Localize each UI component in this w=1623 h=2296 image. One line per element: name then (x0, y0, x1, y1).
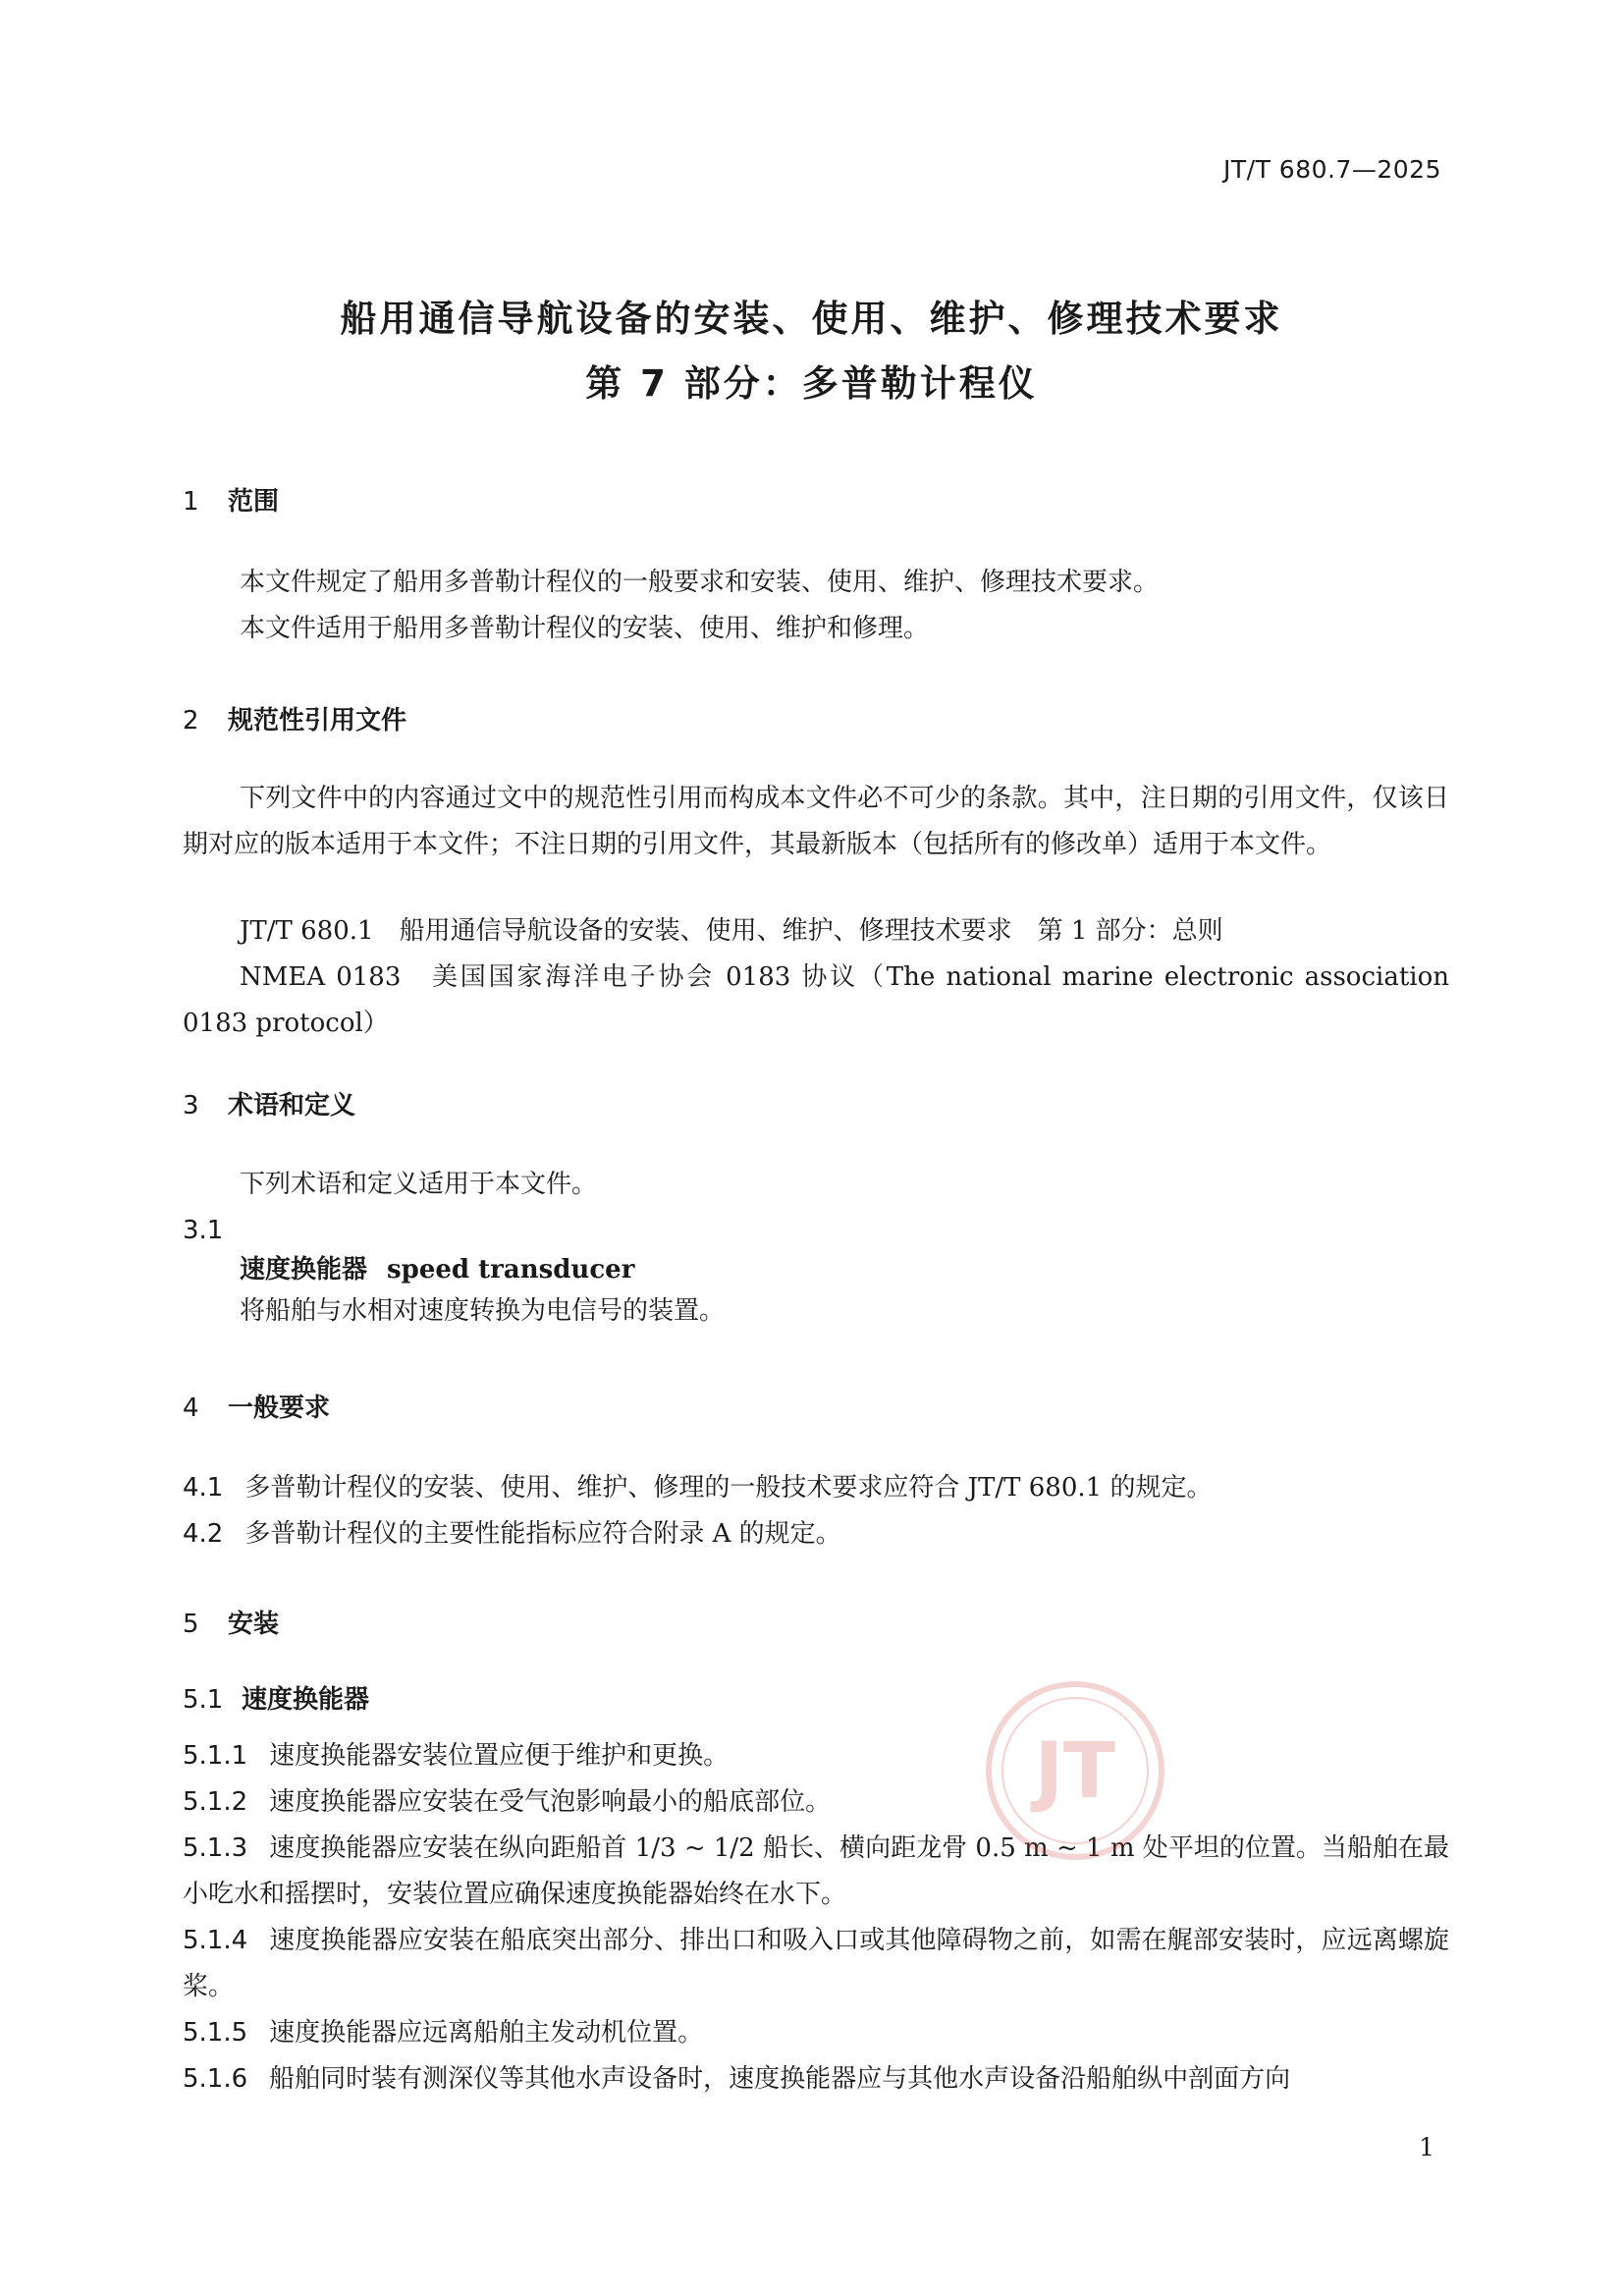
normative-reference-1: JT/T 680.1 船用通信导航设备的安装、使用、维护、修理技术要求 第 1 部分：总则 (240, 916, 1223, 946)
clause-5-1-2: 5.1.2 速度换能器应安装在受气泡影响最小的船底部位。 (183, 1787, 832, 1817)
clause-5-1-4: 5.1.4 速度换能器应安装在船底突出部分、排出口和吸入口或其他障碍物之前，如需在艉部安装时，应远离螺旋桨。 (183, 1926, 1449, 2001)
section-1-para-2: 本文件适用于船用多普勒计程仪的安装、使用、维护和修理。 (240, 614, 930, 643)
title-line-2: 第 7 部分：多普勒计程仪 (585, 362, 1038, 405)
clause-5-1-3: 5.1.3 速度换能器应安装在纵向距船首 1/3 ~ 1/2 船长、横向距龙骨 0.5 m ~ 1 m 处平坦的位置。当船舶在最小吃水和摇摆时，安装位置应确保速度换能器始终在水下。 (183, 1833, 1449, 1909)
title-line-1: 船用通信导航设备的安装、使用、维护、修理技术要求 (340, 298, 1283, 340)
document-title (0, 287, 1623, 416)
section-1-heading: 1 范围 (183, 487, 280, 517)
subsection-5-1-heading: 5.1 速度换能器 (183, 1685, 370, 1715)
clause-5-1-6: 5.1.6 船舶同时装有测深仪等其他水声设备时，速度换能器应与其他水声设备沿船舶纵中剖面方向 (183, 2064, 1291, 2094)
term-number: 3.1 (183, 1216, 224, 1245)
section-1-para-1: 本文件规定了船用多普勒计程仪的一般要求和安装、使用、维护、修理技术要求。 (240, 568, 1160, 597)
section-3-heading: 3 术语和定义 (183, 1091, 356, 1121)
section-2-heading: 2 规范性引用文件 (183, 706, 407, 736)
document-code: JT/T 680.7—2025 (1223, 155, 1441, 184)
clause-4-2: 4.2 多普勒计程仪的主要性能指标应符合附录 A 的规定。 (183, 1519, 841, 1549)
page-number: 1 (1419, 2133, 1434, 2161)
stamp-text: JT (1034, 1727, 1116, 1816)
section-3-para-1: 下列术语和定义适用于本文件。 (240, 1170, 598, 1199)
section-5-heading: 5 安装 (183, 1610, 280, 1639)
section-2-para-1: 下列文件中的内容通过文中的规范性引用而构成本文件必不可少的条款。其中，注日期的引用文件，仅该日期对应的版本适用于本文件；不注日期的引用文件，其最新版本（包括所有的修改单）适用于本文件。 (183, 784, 1449, 859)
section-4-heading: 4 一般要求 (183, 1394, 331, 1423)
term-label: 速度换能器 speed transducer (240, 1255, 635, 1285)
clause-5-1-1: 5.1.1 速度换能器安装位置应便于维护和更换。 (183, 1741, 730, 1771)
clause-5-1-5: 5.1.5 速度换能器应远离船舶主发动机位置。 (183, 2018, 704, 2048)
term-definition: 将船舶与水相对速度转换为电信号的装置。 (240, 1296, 726, 1326)
jt-watermark-stamp (982, 1677, 1168, 1864)
clause-4-1: 4.1 多普勒计程仪的安装、使用、维护、修理的一般技术要求应符合 JT/T 680.1 的规定。 (183, 1473, 1213, 1503)
normative-reference-2: NMEA 0183 美国国家海洋电子协会 0183 协议（The national marine electronic association 0183 protocol） (183, 962, 1449, 1038)
